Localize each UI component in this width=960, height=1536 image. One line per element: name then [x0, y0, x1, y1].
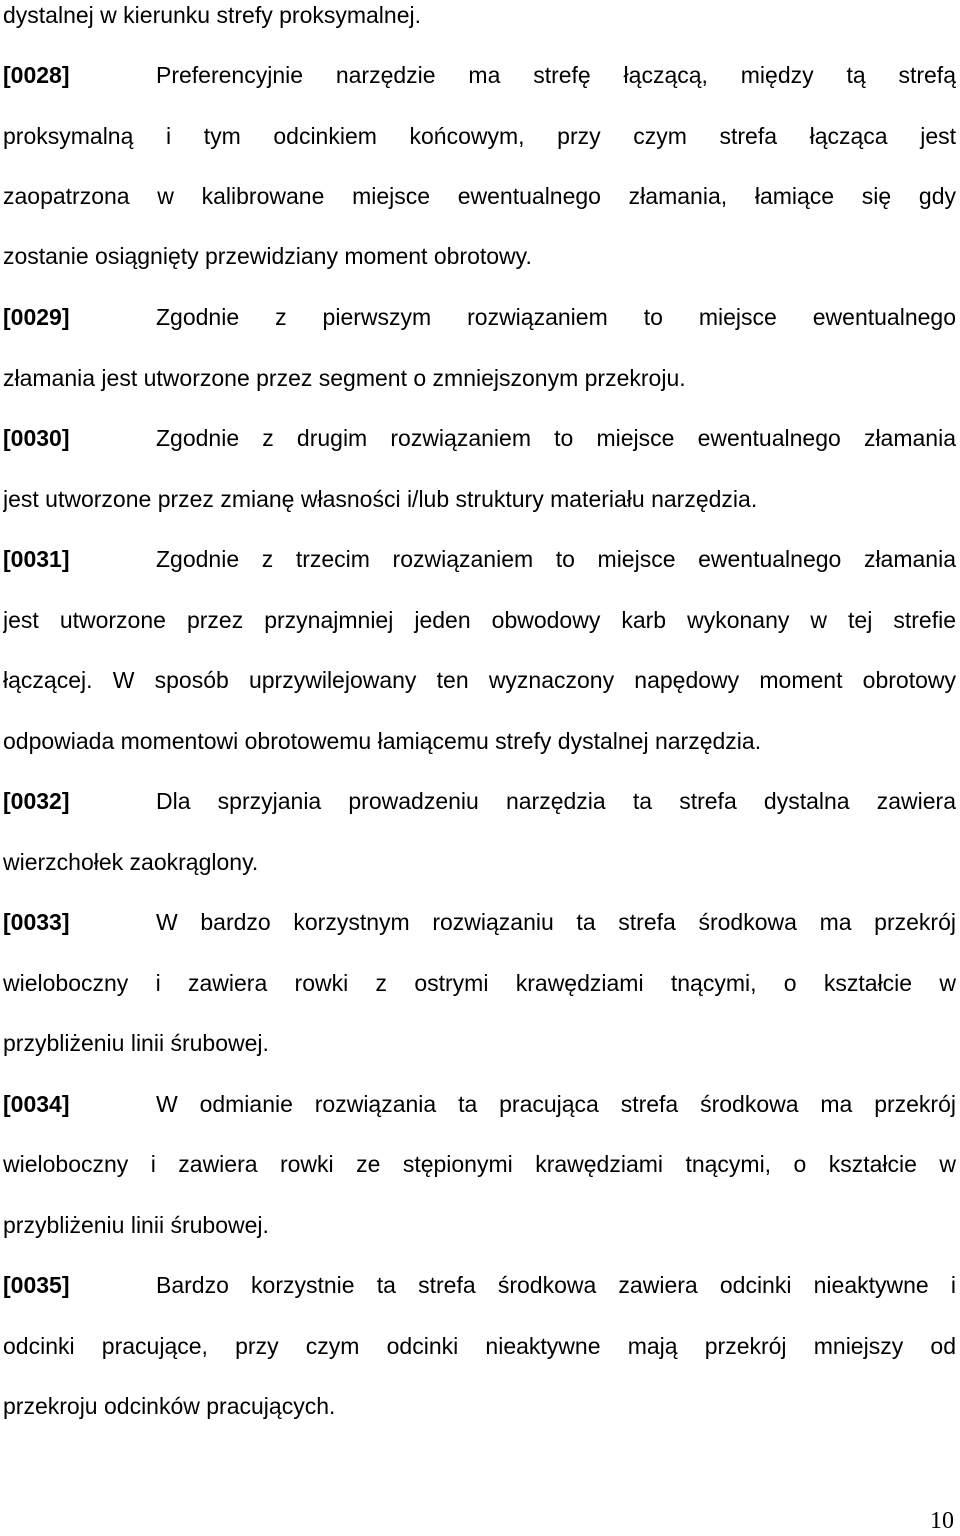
paragraph-line: Preferencyjnie narzędzie ma strefę łączącą, między tą strefą: [156, 62, 956, 88]
paragraph-line: proksymalną i tym odcinkiem końcowym, przy czym strefa łącząca jest: [3, 123, 956, 149]
paragraph-0032: [3, 786, 956, 816]
paragraph-line: W odmianie rozwiązania ta pracująca strefa środkowa ma przekrój: [156, 1091, 956, 1117]
paragraph-line: zaopatrzona w kalibrowane miejsce ewentualnego złamania, łamiące się gdy: [3, 183, 956, 209]
paragraph-line: wieloboczny i zawiera rowki z ostrymi krawędziami tnącymi, o kształcie w: [3, 970, 956, 996]
paragraph-line: odpowiada momentowi obrotowemu łamiącemu strefy dystalnej narzędzia.: [3, 728, 762, 754]
paragraph-line: jest utworzone przez przynajmniej jeden obwodowy karb wykonany w tej strefie: [3, 607, 956, 633]
page-number: 10: [930, 1508, 954, 1534]
paragraph-line: przybliżeniu linii śrubowej.: [3, 1030, 269, 1056]
top-fragment-line: dystalnej w kierunku strefy proksymalnej.: [3, 2, 421, 28]
paragraph-0030: [3, 423, 956, 453]
paragraph-line: Zgodnie z drugim rozwiązaniem to miejsce ewentualnego złamania: [156, 425, 956, 451]
paragraph-number: [0028]: [3, 62, 70, 88]
paragraph-number: [0035]: [3, 1272, 70, 1298]
paragraph-line: przybliżeniu linii śrubowej.: [3, 1212, 269, 1238]
paragraph-0031: [3, 544, 956, 574]
paragraph-line: złamania jest utworzone przez segment o zmniejszonym przekroju.: [3, 365, 686, 391]
paragraph-line: Zgodnie z pierwszym rozwiązaniem to miejsce ewentualnego: [156, 304, 956, 330]
paragraph-line: wierzchołek zaokrąglony.: [3, 849, 259, 875]
paragraph-number: [0034]: [3, 1091, 70, 1117]
paragraph-line: zostanie osiągnięty przewidziany moment obrotowy.: [3, 243, 532, 269]
paragraph-number: [0029]: [3, 304, 70, 330]
paragraph-line: Dla sprzyjania prowadzeniu narzędzia ta strefa dystalna zawiera: [156, 788, 956, 814]
paragraph-0035: [3, 1270, 956, 1300]
paragraph-0033: [3, 907, 956, 937]
paragraph-line: W bardzo korzystnym rozwiązaniu ta strefa środkowa ma przekrój: [156, 909, 956, 935]
paragraph-number: [0033]: [3, 909, 70, 935]
paragraph-line: odcinki pracujące, przy czym odcinki nieaktywne mają przekrój mniejszy od: [3, 1333, 956, 1359]
paragraph-line: wieloboczny i zawiera rowki ze stępionymi krawędziami tnącymi, o kształcie w: [3, 1151, 956, 1177]
paragraph-0034: [3, 1089, 956, 1119]
paragraph-number: [0031]: [3, 546, 70, 572]
paragraph-0028: [3, 60, 956, 90]
paragraph-line: łączącej. W sposób uprzywilejowany ten wyznaczony napędowy moment obrotowy: [3, 667, 956, 693]
paragraph-number: [0032]: [3, 788, 70, 814]
paragraph-line: Zgodnie z trzecim rozwiązaniem to miejsce ewentualnego złamania: [156, 546, 956, 572]
paragraph-line: Bardzo korzystnie ta strefa środkowa zawiera odcinki nieaktywne i: [156, 1272, 956, 1298]
paragraph-0029: [3, 302, 956, 332]
paragraph-line: jest utworzone przez zmianę własności i/lub struktury materiału narzędzia.: [3, 486, 758, 512]
paragraph-line: przekroju odcinków pracujących.: [3, 1393, 336, 1419]
paragraph-number: [0030]: [3, 425, 70, 451]
